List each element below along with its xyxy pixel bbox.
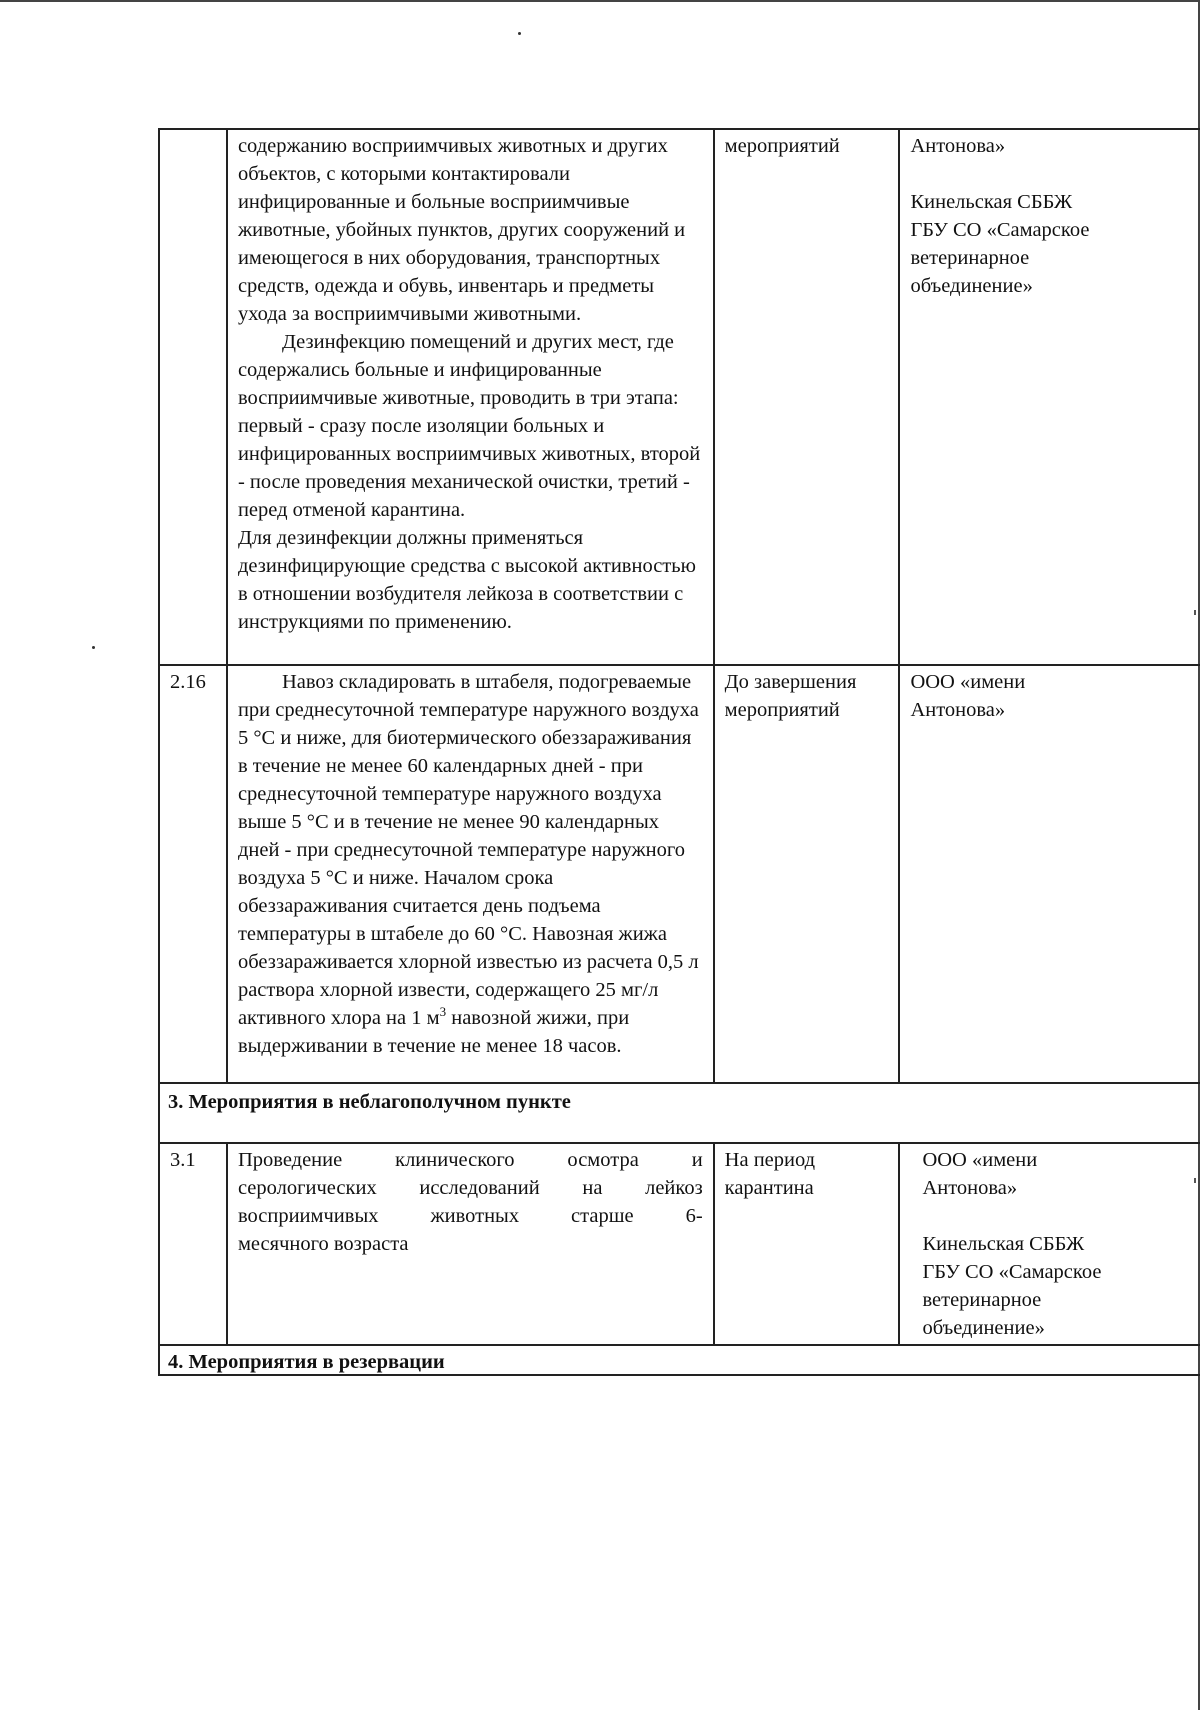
- responsible-org: Антонова»: [910, 135, 1006, 157]
- row-number-cell: 2.16: [159, 665, 227, 1083]
- action-cell: [227, 129, 714, 665]
- table-row-continued: [159, 129, 1200, 665]
- action-cell: [227, 665, 714, 1083]
- scan-speck: [518, 32, 521, 35]
- section-row-4: [159, 1345, 1200, 1375]
- action-text: Навоз складировать в штабеля, подогреваемые при среднесуточной температуре наружного воздуха 5 °С и ниже, для биотермического обеззараживания в течение не менее 60 календарных дней - при среднесуточной температуре наружного воздуха выше 5 °С и в течение не менее 90 календарных дней - при среднесуточной температуре наружного воздуха 5 °С и ниже. Началом срока обеззараживания считается день подъема температуры в штабеле до 60 °С. Навозная жижа обеззараживается хлорной известью из расчета 0,5 л раствора хлорной извести, содержащего 25 мг/л активного хлора на 1 м: [237, 671, 699, 1029]
- table-row-2-16: [159, 665, 1200, 1083]
- responsible-cell: [899, 129, 1200, 665]
- action-paragraph: Проведение клинического осмотра и серологических исследований на лейкоз восприимчивых животных старше 6-: [237, 1149, 703, 1227]
- action-text: навозной жижи, при выдерживании в течение не менее 18 часов.: [237, 1007, 630, 1057]
- scan-edge-top: [0, 0, 1200, 2]
- responsible-org: Кинельская СББЖ ГБУ СО «Самарское ветеринарное объединение»: [910, 191, 1090, 297]
- action-paragraph: Для дезинфекции должны применяться дезинфицирующие средства с высокой активностью в отношении возбудителя лейкоза в соответствии с инструкциями по применению.: [237, 527, 696, 633]
- row-number-cell: 3.1: [159, 1143, 227, 1345]
- responsible-cell: [899, 665, 1200, 1083]
- term-cell: На период карантина: [714, 1143, 900, 1345]
- scan-speck: [92, 646, 95, 649]
- term-cell: мероприятий: [714, 129, 900, 665]
- action-paragraph: содержанию восприимчивых животных и других объектов, с которыми контактировали инфицированные и больные восприимчивые животные, убойных пунктов, других сооружений и имеющегося в них оборудования, транспортных средств, одежда и обувь, инвентарь и предметы ухода за восприимчивыми животными.: [237, 135, 686, 325]
- responsible-cell: [899, 1143, 1200, 1345]
- action-cell: [227, 1143, 714, 1345]
- responsible-org: ООО «имени Антонова»: [910, 671, 1026, 721]
- row-number-cell: [159, 129, 227, 665]
- section-title: 4. Мероприятия в резервации: [159, 1345, 1200, 1375]
- term-cell: До завершения мероприятий: [714, 665, 900, 1083]
- section-title: 3. Мероприятия в неблагополучном пункте: [159, 1083, 1200, 1143]
- action-paragraph: месячного возраста: [237, 1233, 409, 1255]
- superscript-3: 3: [439, 1004, 447, 1020]
- table-row-3-1: [159, 1143, 1200, 1345]
- section-row-3: [159, 1083, 1200, 1143]
- responsible-org: Кинельская СББЖ ГБУ СО «Самарское ветеринарное объединение»: [922, 1233, 1102, 1339]
- responsible-org: ООО «имени Антонова»: [922, 1149, 1038, 1199]
- action-paragraph: [238, 668, 703, 1060]
- measures-table: [158, 128, 1200, 1376]
- action-paragraph: Дезинфекцию помещений и других мест, где содержались больные и инфицированные восприимчивые животные, проводить в три этапа: первый - сразу после изоляции больных и инфицированных восприимчивых животных, второй - после проведения механической очистки, третий - перед отменой карантина.: [237, 331, 701, 521]
